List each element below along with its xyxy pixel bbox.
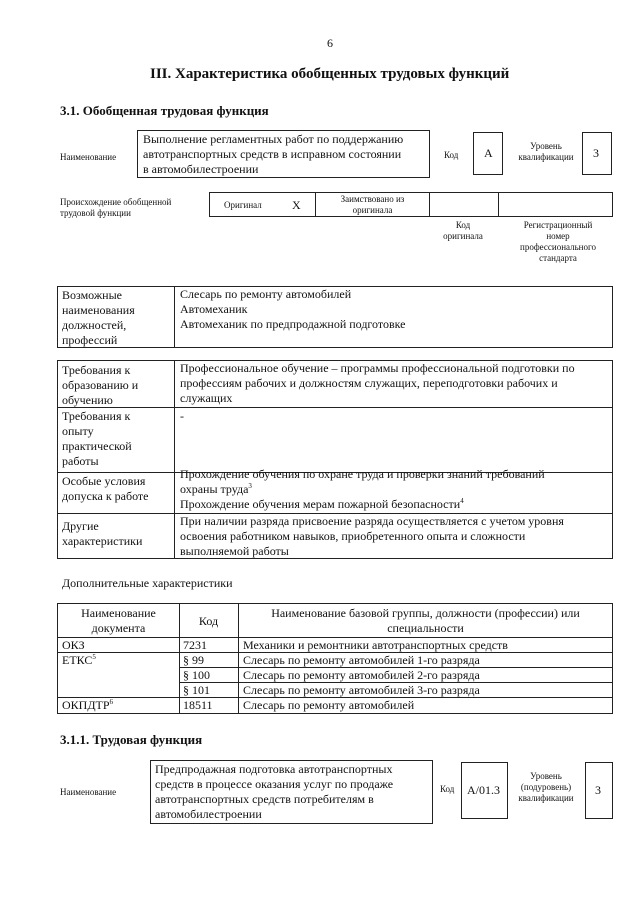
row-name: Слесарь по ремонту автомобилей 3-го разряда: [243, 683, 480, 697]
row-name: Слесарь по ремонту автомобилей 1-го разряда: [243, 653, 480, 667]
origin-table: [209, 192, 613, 217]
tf-name-line: автотранспортных средств потребителям в: [155, 792, 374, 806]
row-code: 18511: [183, 698, 213, 712]
gtf-name-box: [137, 130, 430, 178]
original-mark: Х: [292, 198, 301, 212]
tf-heading: 3.1.1. Трудовая функция: [60, 732, 203, 747]
additional-table: [57, 603, 613, 714]
tf-level-label: Уровень (подуровень) квалификации: [518, 771, 574, 803]
tf-level-box: [585, 762, 613, 819]
requirements-table: [57, 360, 613, 559]
borrowed-label: Заимствовано из оригинала: [340, 194, 405, 215]
row-name: Механики и ремонтники автотранспортных средств: [243, 638, 508, 652]
gtf-level-label: Уровень квалификации: [518, 141, 574, 162]
additional-heading: Дополнительные характеристики: [62, 576, 233, 590]
gtf-name-line: в автомобилестроении: [143, 162, 259, 176]
tf-code-box: [461, 762, 508, 819]
row-doc: ЕТКС$^5$: [62, 653, 96, 667]
footnote-mark: 4: [460, 497, 464, 505]
req-admission-value: Прохождение обучения по охране труда и проверки знаний требований охраны труда$^3$ Прохождение обучения мерам пожарной безопасности$^4$: [180, 467, 545, 511]
tf-name-line: средств в процессе оказания услуг по продаже: [155, 777, 394, 791]
gtf-code-box: [473, 132, 503, 175]
positions-list: [180, 287, 406, 332]
origin-code-label: Код оригинала: [443, 220, 483, 241]
req-education-label: Требования к образованию и обучению: [62, 363, 139, 407]
gtf-name-line: автотранспортных средств в исправном состоянии: [143, 147, 402, 161]
gtf-heading: 3.1. Обобщенная трудовая функция: [60, 103, 269, 118]
gtf-level-value: 3: [593, 146, 599, 160]
row-code: 7231: [183, 638, 207, 652]
position-item: Автомеханик: [180, 302, 248, 316]
req-experience-label: Требования к опыту практической работы: [62, 409, 132, 468]
row-doc: ОКПДТР$^6$: [62, 698, 114, 712]
origin-label: Происхождение обобщенной трудовой функции: [60, 197, 172, 218]
gtf-code-label: Код: [444, 150, 459, 160]
position-item: Автомеханик по предпродажной подготовке: [180, 317, 406, 331]
tf-level-value: 3: [595, 783, 601, 797]
tf-name-line: Предпродажная подготовка автотранспортных: [155, 762, 393, 776]
header-code: Код: [198, 614, 219, 628]
req-experience-value: -: [180, 409, 184, 423]
req-other-value: При наличии разряда присвоение разряда осуществляется с учетом уровня освоения работником навыков, приобретенного опыта и сложности выполняемой работы: [180, 514, 564, 558]
section-title: III. Характеристика обобщенных трудовых функций: [150, 66, 510, 82]
gtf-code-value: А: [484, 146, 493, 160]
original-label: Оригинал: [224, 200, 262, 210]
footnote-mark: 3: [248, 482, 252, 490]
row-doc: ОКЗ: [62, 638, 85, 652]
page-number: 6: [327, 36, 333, 50]
gtf-level-box: [582, 132, 612, 175]
row-name: Слесарь по ремонту автомобилей 2-го разряда: [243, 668, 480, 682]
header-doc: Наименование документа: [81, 606, 156, 635]
row-code: § 99: [183, 653, 204, 667]
tf-name-label: Наименование: [60, 787, 117, 797]
tf-name-line: автомобилестроении: [155, 807, 262, 821]
positions-table: [57, 286, 613, 348]
row-name: Слесарь по ремонту автомобилей: [243, 698, 415, 712]
gtf-name-line: Выполнение регламентных работ по поддержанию: [143, 132, 404, 146]
row-code: § 101: [183, 683, 210, 697]
tf-code-label: Код: [440, 784, 455, 794]
reg-number-label: Регистрационный номер профессионального стандарта: [520, 220, 596, 263]
tf-code-value: A/01.3: [467, 783, 500, 797]
position-item: Слесарь по ремонту автомобилей: [180, 287, 352, 301]
positions-label: Возможные наименования должностей, профессий: [62, 288, 135, 347]
header-name: Наименование базовой группы, должности (профессии) или специальности: [271, 606, 580, 635]
row-code: § 100: [183, 668, 210, 682]
req-admission-label: Особые условия допуска к работе: [62, 474, 149, 503]
gtf-name-label: Наименование: [60, 152, 117, 162]
req-education-value: Профессиональное обучение – программы профессиональной подготовки по профессиям рабочих и должностям служащих, переподготовки рабочих и служащих: [180, 361, 575, 405]
req-other-label: Другие характеристики: [62, 519, 143, 548]
tf-name-box: [150, 760, 433, 824]
